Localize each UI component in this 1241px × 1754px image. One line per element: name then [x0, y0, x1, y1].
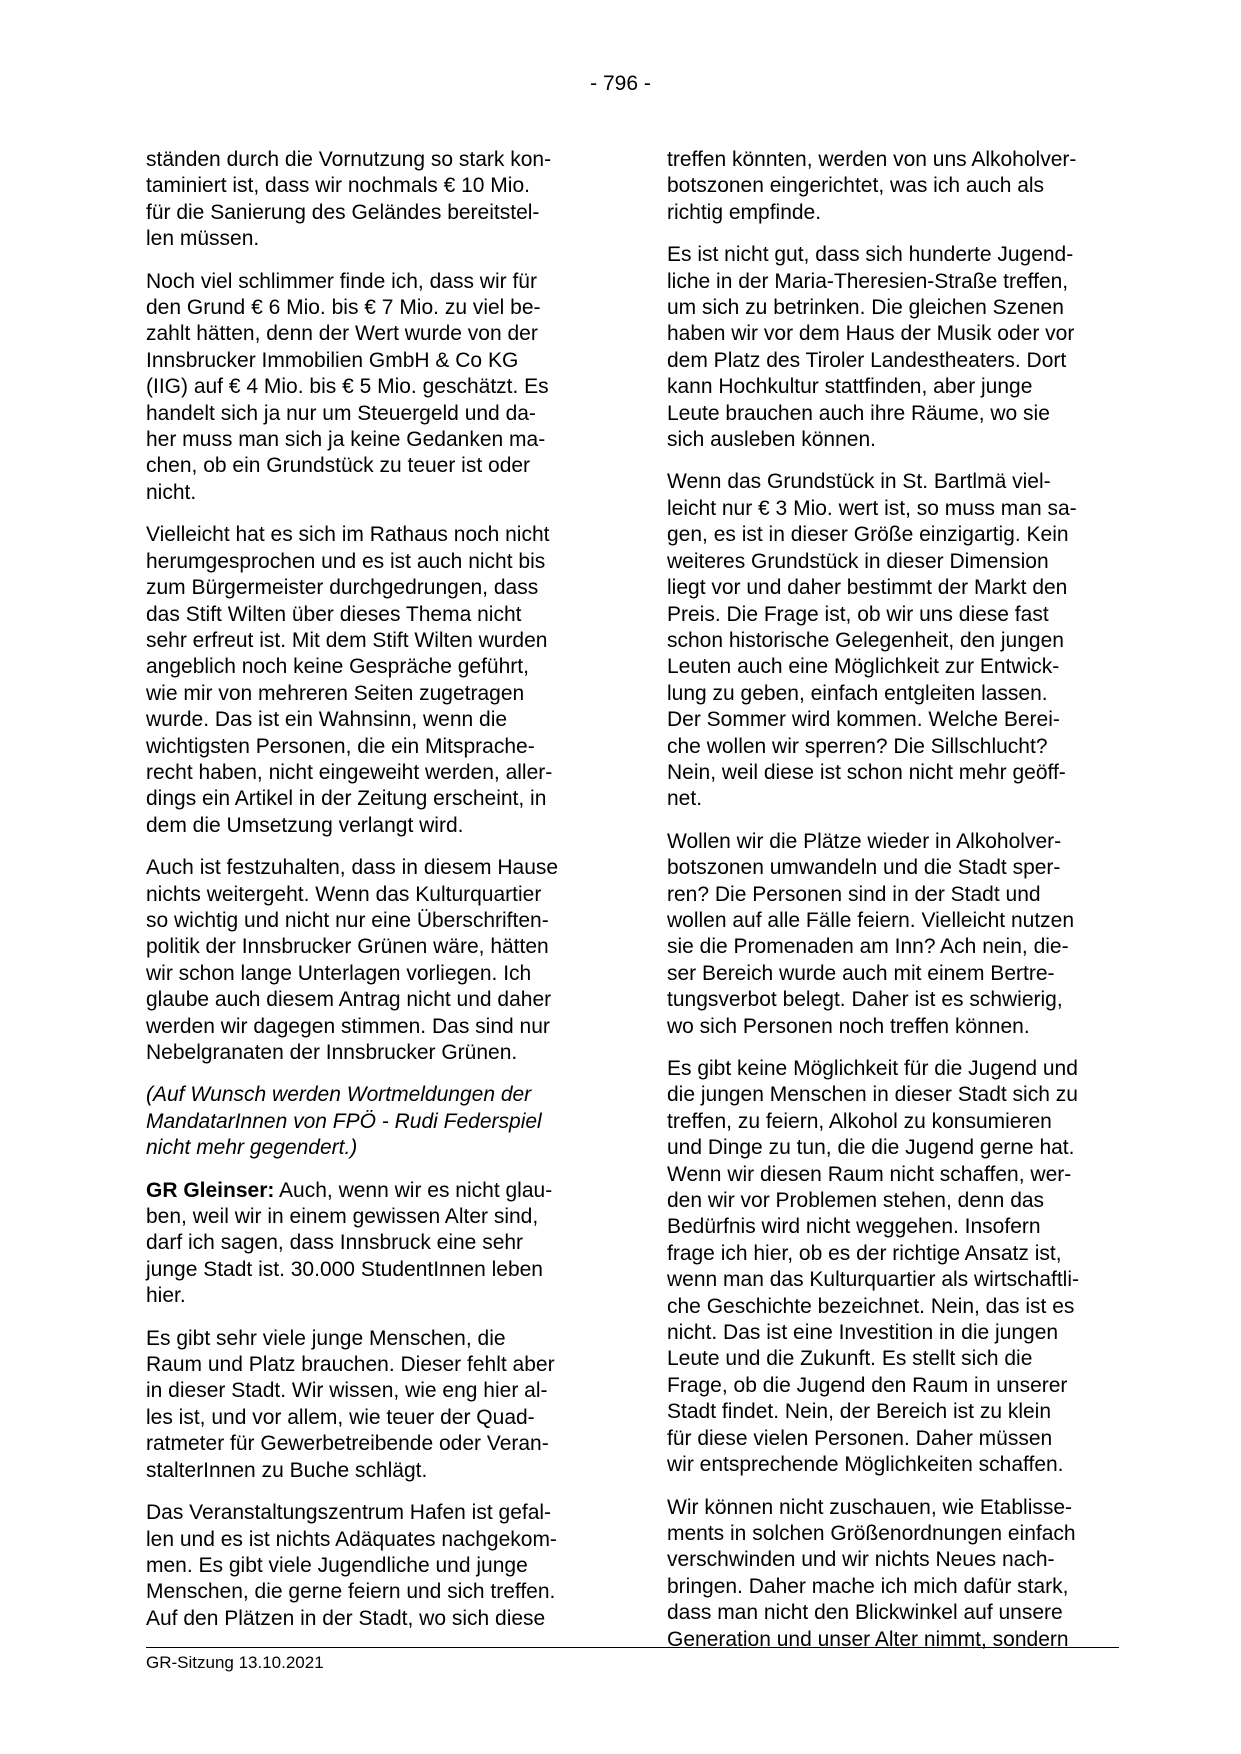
- text-line: politik der Innsbrucker Grünen wäre, hätten: [146, 935, 549, 959]
- right-column: [667, 147, 1119, 1669]
- text-line: dem die Umsetzung verlangt wird.: [146, 813, 464, 837]
- text-line: Bedürfnis wird nicht weggehen. Insofern: [667, 1215, 1041, 1239]
- text-line: GR Gleinser: Auch, wenn wir es nicht glau-: [146, 1178, 553, 1202]
- text-line: Auch ist festzuhalten, dass in diesem Hause: [146, 856, 559, 880]
- text-line: junge Stadt ist. 30.000 StudentInnen leben: [146, 1257, 543, 1281]
- text-line: men. Es gibt viele Jugendliche und junge: [146, 1553, 528, 1577]
- text-line: che Geschichte bezeichnet. Nein, das ist es: [667, 1294, 1075, 1318]
- text-line: Noch viel schlimmer finde ich, dass wir für: [146, 269, 537, 293]
- text-line: haben wir vor dem Haus der Musik oder vor: [667, 322, 1075, 346]
- text-line: sich ausleben können.: [667, 428, 876, 452]
- text-line: frage ich hier, ob es der richtige Ansatz ist,: [667, 1241, 1062, 1265]
- paragraph: [146, 1500, 598, 1632]
- text-line: ments in solchen Größenordnungen einfach: [667, 1521, 1076, 1545]
- text-line: Frage, ob die Jugend den Raum in unserer: [667, 1373, 1068, 1397]
- text-line: Menschen, die gerne feiern und sich treffen.: [146, 1580, 556, 1604]
- text-line: Stadt findet. Nein, der Bereich ist zu klein: [667, 1400, 1052, 1424]
- text-line: dass man nicht den Blickwinkel auf unsere: [667, 1601, 1063, 1625]
- text-line: Nebelgranaten der Innsbrucker Grünen.: [146, 1041, 518, 1064]
- text-line: Das Veranstaltungszentrum Hafen ist gefal-: [146, 1501, 552, 1525]
- text-line: angeblich noch keine Gespräche geführt,: [146, 655, 529, 679]
- text-line: schon historische Gelegenheit, den jungen: [667, 628, 1064, 652]
- text-line: les ist, und vor allem, wie teuer der Quad-: [146, 1405, 535, 1429]
- paragraph: [146, 269, 598, 507]
- speaker-name: GR Gleinser:: [146, 1178, 275, 1202]
- text-line: ständen durch die Vornutzung so stark kon-: [146, 148, 552, 171]
- text-line: wir entsprechende Möglichkeiten schaffen.: [667, 1453, 1064, 1477]
- text-line: um sich zu betrinken. Die gleichen Szenen: [667, 296, 1064, 320]
- text-line: tungsverbot belegt. Daher ist es schwierig,: [667, 988, 1063, 1012]
- text-line: che wollen wir sperren? Die Sillschlucht?: [667, 734, 1048, 758]
- text-line: Wir können nicht zuschauen, wie Etablisse-: [667, 1495, 1073, 1519]
- text-line: Wenn wir diesen Raum nicht schaffen, wer-: [667, 1162, 1072, 1186]
- text-line: Raum und Platz brauchen. Dieser fehlt aber: [146, 1353, 555, 1377]
- text-line: net.: [667, 787, 703, 811]
- text-line: len müssen.: [146, 227, 260, 251]
- text-line: ben, weil wir in einem gewissen Alter sind,: [146, 1205, 539, 1229]
- text-line: nicht.: [146, 480, 197, 504]
- text-line: weiteres Grundstück in dieser Dimension: [667, 549, 1049, 573]
- text-line: leicht nur € 3 Mio. wert ist, so muss man sa-: [667, 496, 1077, 520]
- text-line: dings ein Artikel in der Zeitung erscheint, in: [146, 787, 547, 811]
- text-line: wie mir von mehreren Seiten zugetragen: [146, 681, 525, 705]
- text-line: sie die Promenaden am Inn? Ach nein, die-: [667, 935, 1069, 959]
- paragraph: [667, 242, 1119, 453]
- text-line: nichts weitergeht. Wenn das Kulturquartier: [146, 882, 542, 906]
- paragraph: [146, 1326, 598, 1484]
- text-line: herumgesprochen und es ist auch nicht bis: [146, 549, 546, 573]
- text-line: sehr erfreut ist. Mit dem Stift Wilten wurden: [146, 628, 548, 652]
- text-line: Preis. Die Frage ist, ob wir uns diese fast: [667, 602, 1049, 626]
- editorial-note: [146, 1082, 598, 1161]
- footer-session-label: GR-Sitzung 13.10.2021: [146, 1653, 324, 1672]
- left-column: [146, 147, 598, 1648]
- paragraph: [667, 147, 1119, 226]
- text-line: chen, ob ein Grundstück zu teuer ist oder: [146, 454, 531, 478]
- text-line: in dieser Stadt. Wir wissen, wie eng hier al-: [146, 1379, 548, 1403]
- text-line: den wir vor Problemen stehen, denn das: [667, 1189, 1045, 1213]
- text-line: (Auf Wunsch werden Wortmeldungen der: [146, 1083, 532, 1107]
- paragraph: [146, 147, 598, 253]
- text-line: wir schon lange Unterlagen vorliegen. Ich: [146, 961, 532, 985]
- text-line: verschwinden und wir nichts Neues nach-: [667, 1548, 1055, 1572]
- text-line: werden wir dagegen stimmen. Das sind nur: [146, 1014, 550, 1038]
- text-line: her muss man sich ja keine Gedanken ma-: [146, 428, 546, 452]
- text-line: len und es ist nichts Adäquates nachgekom-: [146, 1527, 557, 1551]
- text-line: (IIG) auf € 4 Mio. bis € 5 Mio. geschätzt. Es: [146, 375, 549, 399]
- text-line: zum Bürgermeister durchgedrungen, dass: [146, 576, 539, 600]
- text-line: Leute und die Zukunft. Es stellt sich die: [667, 1347, 1033, 1371]
- paragraph: [146, 855, 598, 1066]
- text-line: ratmeter für Gewerbetreibende oder Veran-: [146, 1432, 549, 1456]
- text-line: taminiert ist, dass wir nochmals € 10 Mio.: [146, 174, 530, 198]
- text-line: dem Platz des Tiroler Landestheaters. Dort: [667, 348, 1067, 372]
- text-line: handelt sich ja nur um Steuergeld und da-: [146, 401, 536, 425]
- text-line: Innsbrucker Immobilien GmbH & Co KG: [146, 348, 519, 372]
- text-line: stalterInnen zu Buche schlägt.: [146, 1458, 428, 1482]
- text-line: darf ich sagen, dass Innsbruck eine sehr: [146, 1231, 524, 1255]
- text-line: bringen. Daher mache ich mich dafür stark,: [667, 1574, 1069, 1598]
- text-line: Wollen wir die Plätze wieder in Alkoholver-: [667, 829, 1062, 853]
- paragraph: [667, 1056, 1119, 1479]
- text-line: Es ist nicht gut, dass sich hunderte Jugend-: [667, 243, 1074, 267]
- text-line: Wenn das Grundstück in St. Bartlmä viel-: [667, 470, 1051, 494]
- text-line: richtig empfinde.: [667, 200, 822, 224]
- text-line: liegt vor und daher bestimmt der Markt den: [667, 576, 1068, 600]
- text-line: recht haben, nicht eingeweiht werden, aller-: [146, 760, 553, 784]
- text-line: für die Sanierung des Geländes bereitstel-: [146, 200, 540, 224]
- text-line: Es gibt sehr viele junge Menschen, die: [146, 1326, 506, 1350]
- text-line: kann Hochkultur stattfinden, aber junge: [667, 375, 1033, 399]
- text-line: wurde. Das ist ein Wahnsinn, wenn die: [146, 708, 508, 732]
- text-line: ser Bereich wurde auch mit einem Bertre-: [667, 961, 1055, 985]
- text-line: liche in der Maria-Theresien-Straße treffen,: [667, 269, 1069, 293]
- text-line: ren? Die Personen sind in der Stadt und: [667, 882, 1041, 906]
- text-line: Leuten auch eine Möglichkeit zur Entwick-: [667, 655, 1060, 679]
- text-line: lung zu geben, einfach entgleiten lassen.: [667, 681, 1048, 705]
- text-line: Auf den Plätzen in der Stadt, wo sich diese: [146, 1606, 546, 1630]
- paragraph: [667, 1495, 1119, 1653]
- text-line: botszonen umwandeln und die Stadt sper-: [667, 856, 1061, 880]
- footer-divider: [146, 1647, 1119, 1648]
- paragraph: [667, 469, 1119, 812]
- text-line: wo sich Personen noch treffen können.: [667, 1014, 1030, 1038]
- text-line: treffen, zu feiern, Alkohol zu konsumieren: [667, 1109, 1052, 1133]
- paragraph: [667, 829, 1119, 1040]
- speaker-paragraph: [146, 1178, 598, 1310]
- text-line: Leute brauchen auch ihre Räume, wo sie: [667, 401, 1050, 425]
- text-line: gen, es ist in dieser Größe einzigartig. Kein: [667, 523, 1069, 547]
- paragraph: [146, 522, 598, 839]
- text-line: treffen könnten, werden von uns Alkoholver-: [667, 148, 1077, 171]
- text-line: zahlt hätten, denn der Wert wurde von der: [146, 322, 538, 346]
- text-line: MandatarInnen von FPÖ - Rudi Federspiel: [146, 1109, 542, 1133]
- text-line: die jungen Menschen in dieser Stadt sich zu: [667, 1083, 1078, 1107]
- text-line: nicht. Das ist eine Investition in die jungen: [667, 1321, 1059, 1345]
- text-line: botszonen eingerichtet, was ich auch als: [667, 174, 1045, 198]
- page-number: - 796 -: [590, 72, 651, 95]
- text-line: Der Sommer wird kommen. Welche Berei-: [667, 708, 1060, 732]
- text-line: hier.: [146, 1284, 186, 1308]
- text-line: Generation und unser Alter nimmt, sondern: [667, 1627, 1069, 1651]
- text-line: wollen auf alle Fälle feiern. Vielleicht nutzen: [667, 908, 1075, 932]
- text-line: wichtigsten Personen, die ein Mitsprache-: [146, 734, 535, 758]
- text-line: für diese vielen Personen. Daher müssen: [667, 1426, 1053, 1450]
- text-line: wenn man das Kulturquartier als wirtschaftli-: [667, 1268, 1080, 1292]
- text-line: und Dinge zu tun, die die Jugend gerne hat.: [667, 1136, 1075, 1160]
- text-line: Vielleicht hat es sich im Rathaus noch nicht: [146, 523, 550, 547]
- text-line: glaube auch diesem Antrag nicht und daher: [146, 988, 552, 1012]
- text-line: Es gibt keine Möglichkeit für die Jugend und: [667, 1057, 1078, 1080]
- text-line: nicht mehr gegendert.): [146, 1136, 358, 1160]
- text-line: so wichtig und nicht nur eine Überschriften-: [146, 908, 549, 932]
- text-line: den Grund € 6 Mio. bis € 7 Mio. zu viel be-: [146, 296, 541, 320]
- text-line: das Stift Wilten über dieses Thema nicht: [146, 602, 522, 626]
- text-line: Nein, weil diese ist schon nicht mehr geöff-: [667, 760, 1066, 784]
